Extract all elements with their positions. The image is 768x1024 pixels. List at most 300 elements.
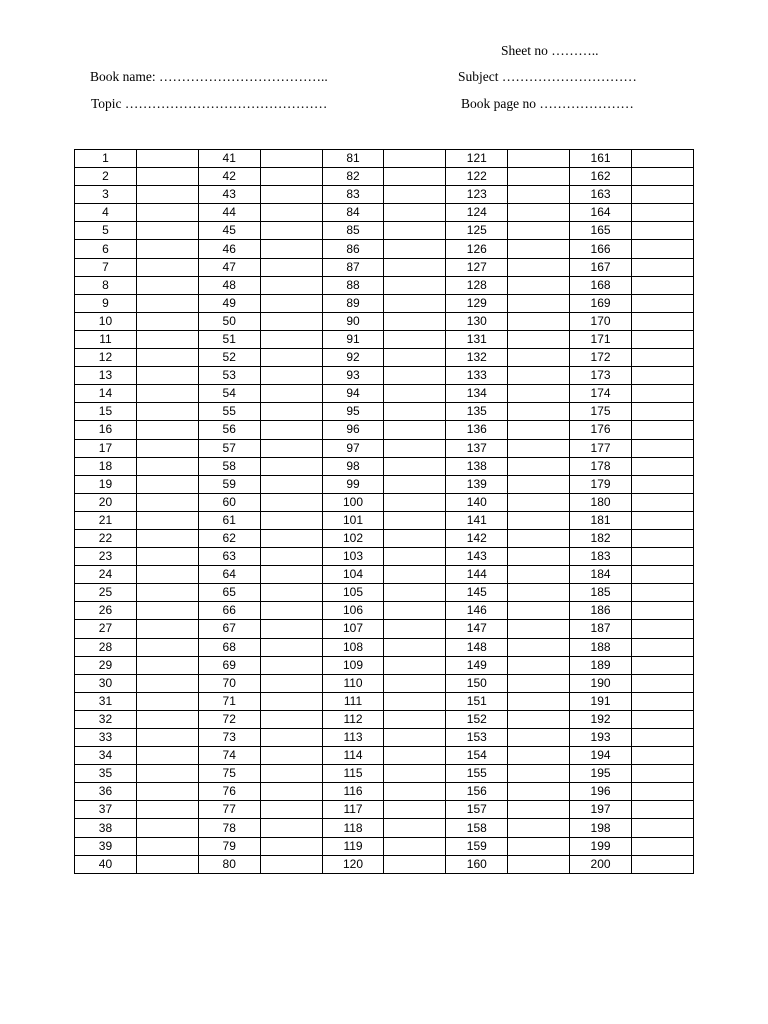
answer-cell[interactable] (508, 421, 570, 439)
answer-cell[interactable] (508, 312, 570, 330)
answer-cell[interactable] (136, 765, 198, 783)
question-number-cell: 192 (570, 710, 632, 728)
answer-cell[interactable] (508, 747, 570, 765)
question-number-cell: 167 (570, 258, 632, 276)
answer-cell[interactable] (632, 566, 694, 584)
question-number-cell: 89 (322, 294, 384, 312)
question-number-cell: 70 (198, 674, 260, 692)
question-number-cell: 61 (198, 511, 260, 529)
answer-cell[interactable] (632, 204, 694, 222)
answer-cell[interactable] (384, 403, 446, 421)
answer-cell[interactable] (384, 204, 446, 222)
question-number-cell: 144 (446, 566, 508, 584)
answer-cell[interactable] (508, 837, 570, 855)
question-number-cell: 194 (570, 747, 632, 765)
answer-cell[interactable] (508, 349, 570, 367)
answer-cell[interactable] (260, 493, 322, 511)
answer-cell[interactable] (136, 222, 198, 240)
answer-cell[interactable] (260, 186, 322, 204)
answer-cell[interactable] (508, 819, 570, 837)
answer-cell[interactable] (384, 548, 446, 566)
table-row (75, 150, 694, 168)
answer-cell[interactable] (260, 439, 322, 457)
question-number-cell: 174 (570, 385, 632, 403)
answer-cell[interactable] (260, 855, 322, 873)
question-number-cell: 74 (198, 747, 260, 765)
answer-cell[interactable] (136, 258, 198, 276)
question-number-cell: 169 (570, 294, 632, 312)
table-row (75, 367, 694, 385)
answer-cell[interactable] (508, 367, 570, 385)
answer-cell[interactable] (136, 511, 198, 529)
question-number-cell: 148 (446, 638, 508, 656)
question-number-cell: 135 (446, 403, 508, 421)
table-row (75, 349, 694, 367)
answer-cell[interactable] (136, 855, 198, 873)
answer-cell[interactable] (508, 620, 570, 638)
answer-cell[interactable] (136, 367, 198, 385)
answer-cell[interactable] (260, 367, 322, 385)
answer-cell[interactable] (136, 385, 198, 403)
question-number-cell: 32 (75, 710, 137, 728)
question-number-cell: 47 (198, 258, 260, 276)
table-row (75, 548, 694, 566)
question-number-cell: 158 (446, 819, 508, 837)
answer-cell[interactable] (260, 710, 322, 728)
table-row (75, 656, 694, 674)
question-number-cell: 196 (570, 783, 632, 801)
answer-cell[interactable] (136, 150, 198, 168)
answer-cell[interactable] (632, 511, 694, 529)
question-number-cell: 200 (570, 855, 632, 873)
answer-cell[interactable] (508, 439, 570, 457)
answer-cell[interactable] (632, 367, 694, 385)
answer-cell[interactable] (508, 475, 570, 493)
answer-cell[interactable] (136, 548, 198, 566)
answer-cell[interactable] (632, 584, 694, 602)
answer-cell[interactable] (384, 150, 446, 168)
answer-cell[interactable] (632, 710, 694, 728)
answer-cell[interactable] (508, 529, 570, 547)
answer-cell[interactable] (260, 656, 322, 674)
answer-cell[interactable] (632, 656, 694, 674)
answer-cell[interactable] (632, 765, 694, 783)
answer-cell[interactable] (260, 240, 322, 258)
topic-field: Topic ……………………………………… (91, 96, 328, 111)
answer-cell[interactable] (260, 584, 322, 602)
answer-cell[interactable] (508, 222, 570, 240)
answer-cell[interactable] (384, 638, 446, 656)
table-row (75, 312, 694, 330)
answer-cell[interactable] (384, 330, 446, 348)
answer-cell[interactable] (384, 511, 446, 529)
question-number-cell: 195 (570, 765, 632, 783)
answer-cell[interactable] (136, 276, 198, 294)
question-number-cell: 83 (322, 186, 384, 204)
question-number-cell: 37 (75, 801, 137, 819)
answer-cell[interactable] (260, 765, 322, 783)
answer-cell[interactable] (384, 186, 446, 204)
question-number-cell: 51 (198, 330, 260, 348)
answer-cell[interactable] (260, 204, 322, 222)
table-row (75, 801, 694, 819)
answer-cell[interactable] (508, 602, 570, 620)
answer-cell[interactable] (260, 168, 322, 186)
question-number-cell: 87 (322, 258, 384, 276)
answer-cell[interactable] (260, 294, 322, 312)
answer-cell[interactable] (384, 168, 446, 186)
question-number-cell: 11 (75, 330, 137, 348)
question-number-cell: 115 (322, 765, 384, 783)
answer-cell[interactable] (384, 475, 446, 493)
answer-cell[interactable] (260, 529, 322, 547)
question-number-cell: 71 (198, 692, 260, 710)
answer-cell[interactable] (136, 729, 198, 747)
answer-cell[interactable] (632, 674, 694, 692)
answer-cell[interactable] (508, 548, 570, 566)
question-number-cell: 133 (446, 367, 508, 385)
answer-cell[interactable] (260, 349, 322, 367)
answer-cell[interactable] (508, 150, 570, 168)
answer-cell[interactable] (260, 674, 322, 692)
answer-cell[interactable] (384, 692, 446, 710)
question-number-cell: 147 (446, 620, 508, 638)
question-number-cell: 134 (446, 385, 508, 403)
answer-cell[interactable] (508, 168, 570, 186)
answer-cell[interactable] (508, 656, 570, 674)
answer-cell[interactable] (632, 819, 694, 837)
answer-cell[interactable] (508, 674, 570, 692)
question-number-cell: 185 (570, 584, 632, 602)
answer-cell[interactable] (260, 421, 322, 439)
answer-cell[interactable] (384, 710, 446, 728)
answer-cell[interactable] (632, 855, 694, 873)
question-number-cell: 108 (322, 638, 384, 656)
answer-cell[interactable] (508, 801, 570, 819)
question-number-cell: 119 (322, 837, 384, 855)
answer-cell[interactable] (508, 186, 570, 204)
answer-cell[interactable] (136, 312, 198, 330)
answer-cell[interactable] (260, 747, 322, 765)
table-row (75, 747, 694, 765)
answer-cell[interactable] (508, 330, 570, 348)
answer-cell[interactable] (384, 240, 446, 258)
answer-cell[interactable] (508, 240, 570, 258)
answer-cell[interactable] (508, 457, 570, 475)
answer-cell[interactable] (508, 403, 570, 421)
answer-cell[interactable] (508, 729, 570, 747)
answer-cell[interactable] (508, 710, 570, 728)
answer-cell[interactable] (508, 584, 570, 602)
answer-cell[interactable] (632, 548, 694, 566)
answer-cell[interactable] (632, 493, 694, 511)
answer-cell[interactable] (508, 385, 570, 403)
question-number-cell: 99 (322, 475, 384, 493)
answer-cell[interactable] (384, 367, 446, 385)
question-number-cell: 120 (322, 855, 384, 873)
answer-cell[interactable] (632, 783, 694, 801)
answer-cell[interactable] (260, 729, 322, 747)
table-row (75, 620, 694, 638)
question-number-cell: 153 (446, 729, 508, 747)
answer-cell[interactable] (384, 439, 446, 457)
answer-cell[interactable] (632, 729, 694, 747)
question-number-cell: 65 (198, 584, 260, 602)
question-number-cell: 2 (75, 168, 137, 186)
question-number-cell: 157 (446, 801, 508, 819)
question-number-cell: 109 (322, 656, 384, 674)
answer-cell[interactable] (508, 855, 570, 873)
answer-cell[interactable] (632, 421, 694, 439)
question-number-cell: 164 (570, 204, 632, 222)
answer-cell[interactable] (136, 801, 198, 819)
answer-cell[interactable] (136, 475, 198, 493)
answer-cell[interactable] (632, 240, 694, 258)
answer-cell[interactable] (384, 602, 446, 620)
answer-cell[interactable] (260, 475, 322, 493)
answer-cell[interactable] (136, 240, 198, 258)
answer-cell[interactable] (632, 385, 694, 403)
answer-cell[interactable] (632, 222, 694, 240)
answer-cell[interactable] (508, 294, 570, 312)
question-number-cell: 191 (570, 692, 632, 710)
answer-cell[interactable] (384, 837, 446, 855)
question-number-cell: 81 (322, 150, 384, 168)
answer-cell[interactable] (260, 403, 322, 421)
answer-cell[interactable] (384, 312, 446, 330)
answer-cell[interactable] (384, 421, 446, 439)
answer-cell[interactable] (632, 801, 694, 819)
question-number-cell: 176 (570, 421, 632, 439)
answer-cell[interactable] (136, 584, 198, 602)
answer-cell[interactable] (632, 475, 694, 493)
question-number-cell: 171 (570, 330, 632, 348)
answer-cell[interactable] (508, 204, 570, 222)
answer-cell[interactable] (136, 403, 198, 421)
question-number-cell: 95 (322, 403, 384, 421)
question-number-cell: 184 (570, 566, 632, 584)
answer-cell[interactable] (384, 855, 446, 873)
question-number-cell: 73 (198, 729, 260, 747)
question-number-cell: 41 (198, 150, 260, 168)
answer-cell[interactable] (384, 819, 446, 837)
answer-cell[interactable] (632, 692, 694, 710)
answer-cell[interactable] (384, 457, 446, 475)
answer-cell[interactable] (384, 493, 446, 511)
answer-cell[interactable] (260, 385, 322, 403)
answer-cell[interactable] (384, 529, 446, 547)
answer-cell[interactable] (384, 747, 446, 765)
question-number-cell: 23 (75, 548, 137, 566)
question-number-cell: 118 (322, 819, 384, 837)
question-number-cell: 88 (322, 276, 384, 294)
answer-cell[interactable] (384, 729, 446, 747)
answer-cell[interactable] (384, 276, 446, 294)
answer-cell[interactable] (384, 258, 446, 276)
answer-cell[interactable] (384, 584, 446, 602)
answer-cell[interactable] (632, 258, 694, 276)
answer-cell[interactable] (632, 837, 694, 855)
answer-cell[interactable] (136, 710, 198, 728)
answer-cell[interactable] (508, 638, 570, 656)
question-number-cell: 107 (322, 620, 384, 638)
answer-cell[interactable] (136, 620, 198, 638)
answer-cell[interactable] (508, 783, 570, 801)
answer-cell[interactable] (384, 294, 446, 312)
answer-cell[interactable] (136, 529, 198, 547)
answer-cell[interactable] (136, 294, 198, 312)
question-number-cell: 155 (446, 765, 508, 783)
question-number-cell: 7 (75, 258, 137, 276)
question-number-cell: 111 (322, 692, 384, 710)
answer-cell[interactable] (632, 602, 694, 620)
answer-cell[interactable] (136, 457, 198, 475)
question-number-cell: 104 (322, 566, 384, 584)
answer-cell[interactable] (260, 150, 322, 168)
answer-cell[interactable] (260, 276, 322, 294)
answer-cell[interactable] (260, 692, 322, 710)
answer-cell[interactable] (508, 511, 570, 529)
answer-cell[interactable] (632, 439, 694, 457)
answer-cell[interactable] (136, 656, 198, 674)
answer-cell[interactable] (508, 276, 570, 294)
answer-cell[interactable] (260, 801, 322, 819)
answer-cell[interactable] (136, 439, 198, 457)
question-number-cell: 197 (570, 801, 632, 819)
question-number-cell: 100 (322, 493, 384, 511)
answer-cell[interactable] (508, 566, 570, 584)
answer-cell[interactable] (136, 602, 198, 620)
question-number-cell: 129 (446, 294, 508, 312)
question-number-cell: 188 (570, 638, 632, 656)
answer-cell[interactable] (136, 638, 198, 656)
question-number-cell: 27 (75, 620, 137, 638)
answer-cell[interactable] (260, 566, 322, 584)
answer-cell[interactable] (136, 204, 198, 222)
question-number-cell: 138 (446, 457, 508, 475)
table-row (75, 511, 694, 529)
answer-cell[interactable] (384, 765, 446, 783)
answer-cell[interactable] (136, 783, 198, 801)
answer-cell[interactable] (508, 765, 570, 783)
answer-cell[interactable] (384, 620, 446, 638)
answer-cell[interactable] (260, 511, 322, 529)
answer-cell[interactable] (632, 168, 694, 186)
answer-cell[interactable] (384, 222, 446, 240)
answer-cell[interactable] (384, 566, 446, 584)
answer-cell[interactable] (632, 150, 694, 168)
question-number-cell: 68 (198, 638, 260, 656)
answer-cell[interactable] (632, 186, 694, 204)
table-row (75, 584, 694, 602)
answer-cell[interactable] (260, 330, 322, 348)
question-number-cell: 35 (75, 765, 137, 783)
table-row (75, 186, 694, 204)
answer-cell[interactable] (384, 801, 446, 819)
table-row (75, 204, 694, 222)
book-page-number-field: Book page no ………………… (461, 96, 634, 111)
answer-cell[interactable] (632, 638, 694, 656)
answer-cell[interactable] (260, 837, 322, 855)
answer-cell[interactable] (136, 674, 198, 692)
answer-cell[interactable] (508, 692, 570, 710)
answer-cell[interactable] (136, 493, 198, 511)
answer-cell[interactable] (260, 638, 322, 656)
table-row (75, 729, 694, 747)
answer-cell[interactable] (260, 222, 322, 240)
question-number-cell: 20 (75, 493, 137, 511)
answer-cell[interactable] (632, 294, 694, 312)
answer-cell[interactable] (384, 783, 446, 801)
answer-cell[interactable] (136, 837, 198, 855)
question-number-cell: 114 (322, 747, 384, 765)
answer-cell[interactable] (508, 493, 570, 511)
answer-cell[interactable] (136, 168, 198, 186)
question-number-cell: 137 (446, 439, 508, 457)
question-number-cell: 16 (75, 421, 137, 439)
answer-cell[interactable] (260, 548, 322, 566)
answer-cell[interactable] (136, 747, 198, 765)
answer-cell[interactable] (260, 258, 322, 276)
question-number-cell: 78 (198, 819, 260, 837)
answer-cell[interactable] (632, 403, 694, 421)
answer-cell[interactable] (384, 674, 446, 692)
table-row (75, 258, 694, 276)
answer-cell[interactable] (136, 186, 198, 204)
answer-cell[interactable] (384, 349, 446, 367)
question-number-cell: 82 (322, 168, 384, 186)
answer-cell[interactable] (260, 783, 322, 801)
question-number-cell: 189 (570, 656, 632, 674)
answer-cell[interactable] (632, 330, 694, 348)
question-number-cell: 166 (570, 240, 632, 258)
question-number-cell: 101 (322, 511, 384, 529)
answer-cell[interactable] (260, 457, 322, 475)
answer-cell[interactable] (632, 349, 694, 367)
question-number-cell: 140 (446, 493, 508, 511)
question-number-cell: 198 (570, 819, 632, 837)
answer-cell[interactable] (136, 692, 198, 710)
question-number-cell: 76 (198, 783, 260, 801)
question-number-cell: 52 (198, 349, 260, 367)
answer-cell[interactable] (384, 385, 446, 403)
question-number-cell: 9 (75, 294, 137, 312)
answer-cell[interactable] (632, 747, 694, 765)
question-number-cell: 179 (570, 475, 632, 493)
answer-cell[interactable] (632, 276, 694, 294)
answer-cell[interactable] (136, 421, 198, 439)
answer-cell[interactable] (136, 819, 198, 837)
question-number-cell: 170 (570, 312, 632, 330)
answer-cell[interactable] (260, 602, 322, 620)
table-row (75, 403, 694, 421)
answer-cell[interactable] (384, 656, 446, 674)
answer-cell[interactable] (260, 312, 322, 330)
answer-cell[interactable] (508, 258, 570, 276)
answer-cell[interactable] (632, 529, 694, 547)
answer-cell[interactable] (632, 312, 694, 330)
answer-cell[interactable] (136, 566, 198, 584)
answer-cell[interactable] (136, 349, 198, 367)
answer-cell[interactable] (260, 819, 322, 837)
answer-cell[interactable] (632, 457, 694, 475)
question-number-cell: 186 (570, 602, 632, 620)
question-number-cell: 117 (322, 801, 384, 819)
answer-cell[interactable] (260, 620, 322, 638)
question-number-cell: 49 (198, 294, 260, 312)
answer-cell[interactable] (136, 330, 198, 348)
answer-cell[interactable] (632, 620, 694, 638)
